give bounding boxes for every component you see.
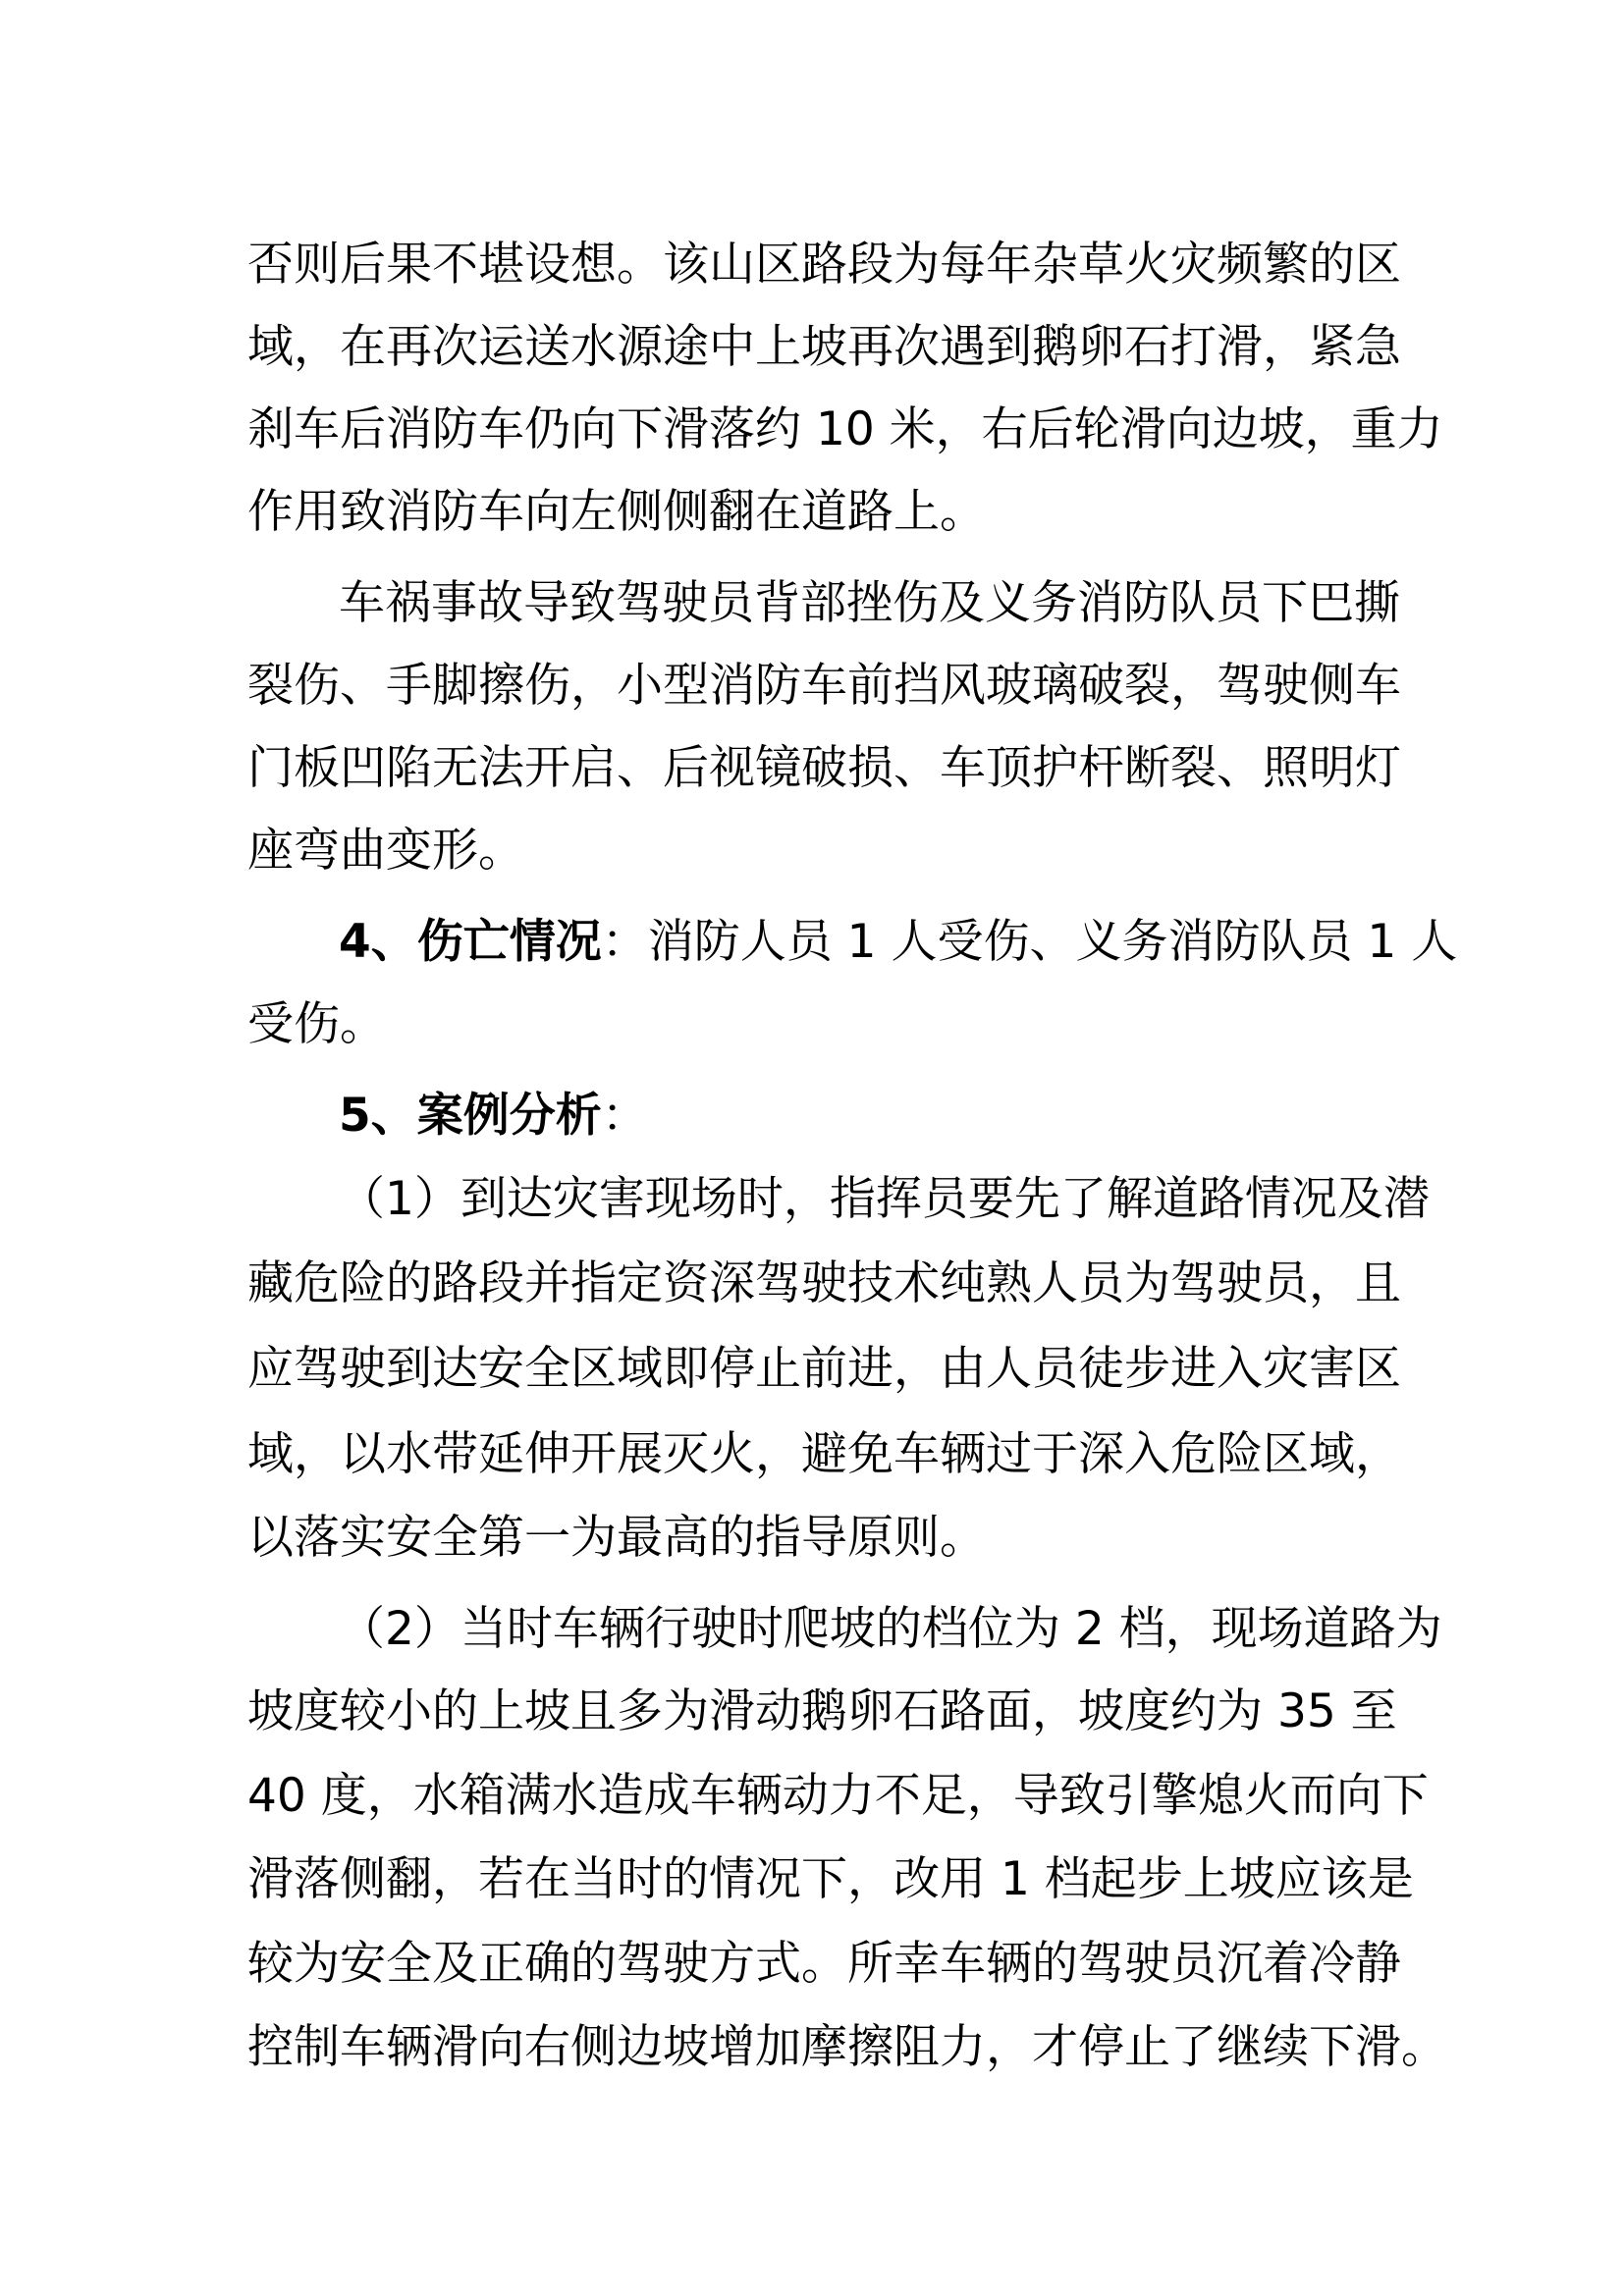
text-line: 藏危险的路段并指定资深驾驶技术纯熟人员为驾驶员，且 — [247, 1256, 1401, 1310]
text-line: （1）到达灾害现场时，指挥员要先了解道路情况及潜 — [339, 1172, 1430, 1226]
text-line: 坡度较小的上坡且多为滑动鹅卵石路面，坡度约为 35 至 — [247, 1684, 1397, 1738]
text-line: 门板凹陷无法开启、后视镜破损、车顶护杆断裂、照明灯 — [247, 741, 1401, 795]
text-line: 滑落侧翻，若在当时的情况下，改用 1 档起步上坡应该是 — [247, 1852, 1414, 1906]
text-line: 域，在再次运送水源途中上坡再次遇到鹅卵石打滑，紧急 — [247, 320, 1401, 374]
section-4 — [339, 901, 1457, 984]
text-span: ： — [601, 1089, 648, 1143]
text-line: 受伤。 — [247, 997, 386, 1051]
text-line: 控制车辆滑向右侧边坡增加摩擦阻力，才停止了继续下滑。 — [247, 2020, 1447, 2074]
text-line: 域，以水带延伸开展灭火，避免车辆过于深入危险区域， — [247, 1427, 1401, 1481]
text-line: 40 度，水箱满水造成车辆动力不足，导致引擎熄火而向下 — [247, 1769, 1429, 1823]
text-line: 作用致消防车向左侧侧翻在道路上。 — [247, 485, 986, 539]
section-heading: 4、伤亡情况 — [339, 915, 602, 969]
text-line: 应驾驶到达安全区域即停止前进，由人员徒步进入灾害区 — [247, 1342, 1401, 1396]
section-heading: 5、案例分析 — [339, 1089, 602, 1143]
text-span: ：消防人员 1 人受伤、义务消防队员 1 人 — [601, 915, 1458, 969]
text-line: （2）当时车辆行驶时爬坡的档位为 2 档，现场道路为 — [339, 1602, 1442, 1656]
text-line: 座弯曲变形。 — [247, 824, 524, 878]
text-line: 较为安全及正确的驾驶方式。所幸车辆的驾驶员沉着冷静 — [247, 1937, 1401, 1991]
text-line: 刹车后消防车仍向下滑落约 10 米，右后轮滑向边坡，重力 — [247, 402, 1443, 456]
text-line: 车祸事故导致驾驶员背部挫伤及义务消防队员下巴撕 — [339, 576, 1400, 630]
text-line: 否则后果不堪设想。该山区路段为每年杂草火灾频繁的区 — [247, 238, 1401, 292]
section-5 — [339, 1075, 648, 1157]
text-line: 以落实安全第一为最高的指导原则。 — [247, 1511, 986, 1565]
text-line: 裂伤、手脚擦伤，小型消防车前挡风玻璃破裂，驾驶侧车 — [247, 659, 1401, 713]
